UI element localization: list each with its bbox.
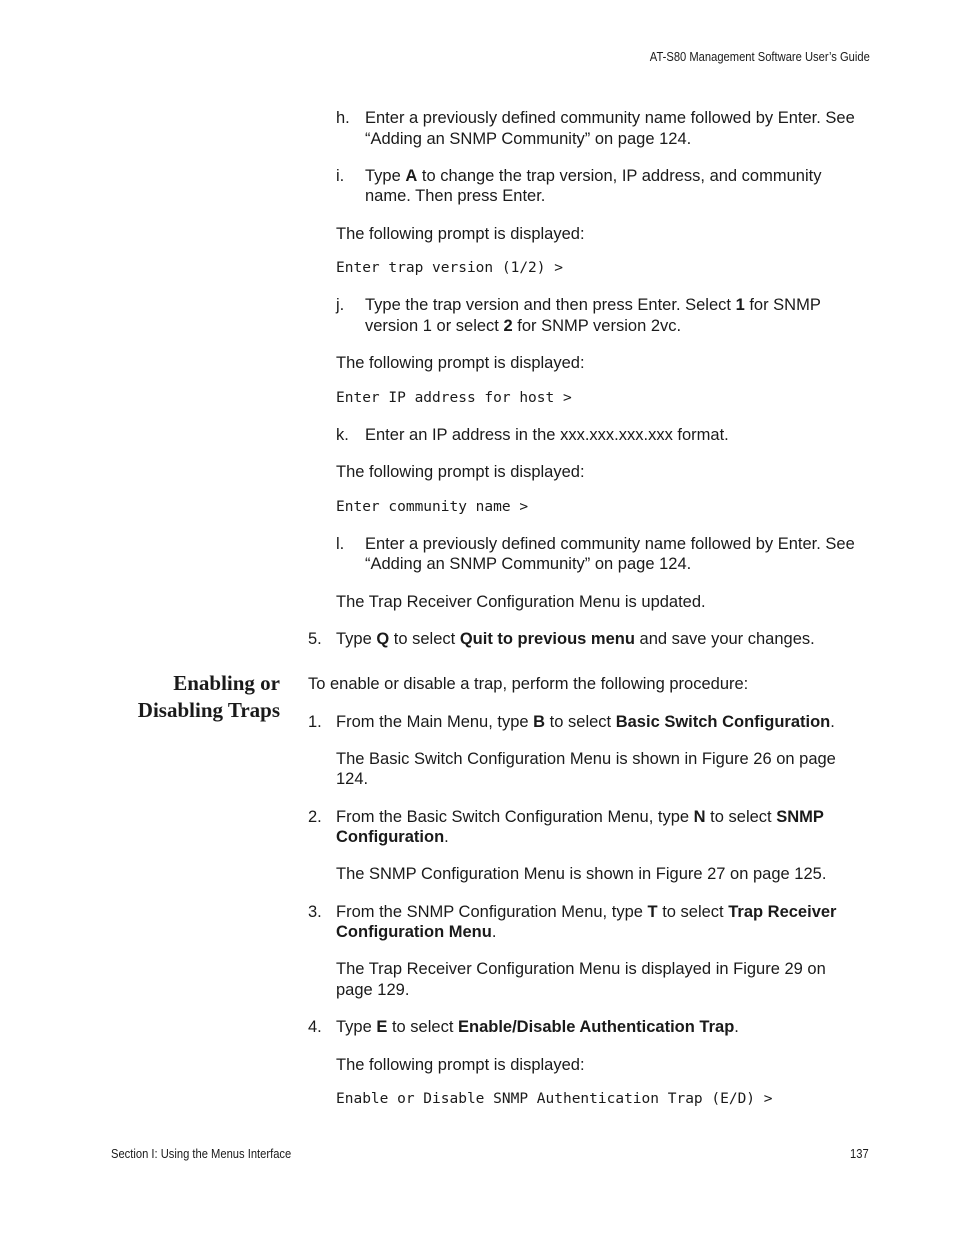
step-h-line2: “Adding an SNMP Community” on page 124. xyxy=(365,130,692,148)
prompt-text-3: The following prompt is displayed: xyxy=(336,463,585,481)
code-auth-trap: Enable or Disable SNMP Authentication Trap (E/D) > xyxy=(336,1091,773,1107)
section-step-2-line2: Configuration. xyxy=(336,828,449,846)
section-step-number-3: 3. xyxy=(308,903,322,921)
step-l-line1: Enter a previously defined community name followed by Enter. See xyxy=(365,535,855,553)
step-i-line2: name. Then press Enter. xyxy=(365,187,546,205)
step-number-5: 5. xyxy=(308,630,322,648)
section-step-number-4: 4. xyxy=(308,1018,322,1036)
step-letter-h: h. xyxy=(336,109,350,127)
section-step-3-line1: From the SNMP Configuration Menu, type T to select Trap Receiver xyxy=(336,903,837,921)
prompt-text-4: The following prompt is displayed: xyxy=(336,1056,585,1074)
running-header: AT-S80 Management Software User’s Guide xyxy=(650,49,870,64)
code-ip-address: Enter IP address for host > xyxy=(336,390,572,406)
footer-section: Section I: Using the Menus Interface xyxy=(111,1146,292,1161)
section-step-3-note-line2: page 129. xyxy=(336,981,410,999)
prompt-text-1: The following prompt is displayed: xyxy=(336,225,585,243)
section-step-2-note: The SNMP Configuration Menu is shown in Figure 27 on page 125. xyxy=(336,865,827,883)
section-step-number-2: 2. xyxy=(308,808,322,826)
step-h-line1: Enter a previously defined community name followed by Enter. See xyxy=(365,109,855,127)
step-j-line2: version 1 or select 2 for SNMP version 2vc. xyxy=(365,317,682,335)
section-step-3-line2: Configuration Menu. xyxy=(336,923,497,941)
section-step-1-text: From the Main Menu, type B to select Basic Switch Configuration. xyxy=(336,713,835,731)
section-step-number-1: 1. xyxy=(308,713,322,731)
section-step-1-note-line1: The Basic Switch Configuration Menu is shown in Figure 26 on page xyxy=(336,750,836,768)
step-k-line1: Enter an IP address in the xxx.xxx.xxx.xxx format. xyxy=(365,426,729,444)
step-letter-j: j. xyxy=(336,296,345,314)
section-step-1-note-line2: 124. xyxy=(336,770,369,788)
step-letter-i: i. xyxy=(336,167,345,185)
step-5-text: Type Q to select Quit to previous menu and save your changes. xyxy=(336,630,815,648)
step-letter-l: l. xyxy=(336,535,345,553)
step-j-line1: Type the trap version and then press Enter. Select 1 for SNMP xyxy=(365,296,821,314)
updated-text: The Trap Receiver Configuration Menu is updated. xyxy=(336,593,706,611)
prompt-text-2: The following prompt is displayed: xyxy=(336,354,585,372)
section-heading: Enabling or Disabling Traps xyxy=(137,671,280,722)
code-community-name: Enter community name > xyxy=(336,499,529,515)
section-intro: To enable or disable a trap, perform the following procedure: xyxy=(308,675,749,693)
page-number: 137 xyxy=(850,1146,869,1161)
step-i-line1: Type A to change the trap version, IP address, and community xyxy=(365,167,822,185)
step-letter-k: k. xyxy=(336,426,349,444)
section-step-4-text: Type E to select Enable/Disable Authentication Trap. xyxy=(336,1018,739,1036)
step-l-line2: “Adding an SNMP Community” on page 124. xyxy=(365,555,692,573)
section-step-3-note-line1: The Trap Receiver Configuration Menu is displayed in Figure 29 on xyxy=(336,960,826,978)
code-trap-version: Enter trap version (1/2) > xyxy=(336,260,563,276)
section-step-2-line1: From the Basic Switch Configuration Menu, type N to select SNMP xyxy=(336,808,824,826)
